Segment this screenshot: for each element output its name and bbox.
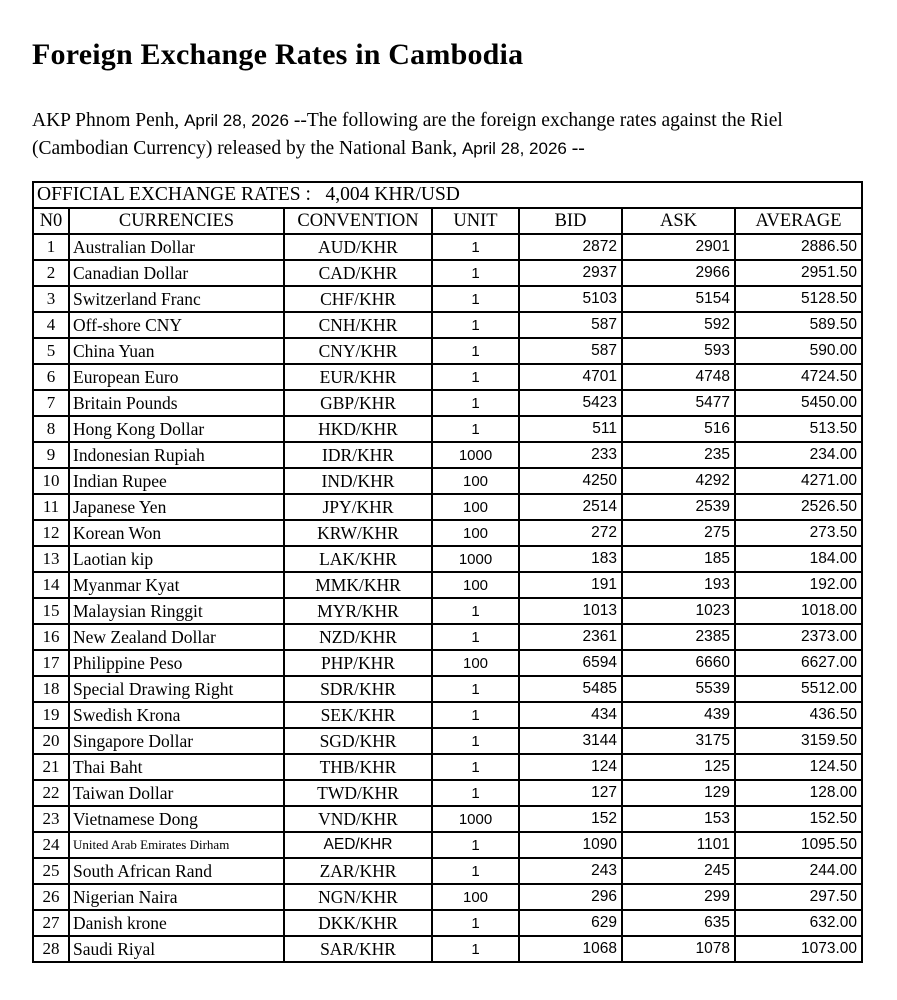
unit-value: 1 (432, 676, 519, 702)
table-row (33, 598, 862, 624)
bid-value: 183 (519, 546, 622, 572)
currency-name: Indian Rupee (69, 468, 284, 494)
bid-value: 1068 (519, 936, 622, 962)
currency-name: Nigerian Naira (69, 884, 284, 910)
column-header-convention: CONVENTION (284, 208, 432, 234)
convention-code: PHP/KHR (284, 650, 432, 676)
bid-value: 233 (519, 442, 622, 468)
table-row (33, 364, 862, 390)
unit-value: 1 (432, 858, 519, 884)
currency-name: Vietnamese Dong (69, 806, 284, 832)
ask-value: 1023 (622, 598, 735, 624)
row-number: 6 (33, 364, 69, 390)
intro-date-2: April 28, 2026 (461, 138, 567, 158)
currency-name: Laotian kip (69, 546, 284, 572)
bid-value: 1090 (519, 832, 622, 858)
ask-value: 4748 (622, 364, 735, 390)
unit-value: 1 (432, 364, 519, 390)
ask-value: 2539 (622, 494, 735, 520)
bid-value: 5423 (519, 390, 622, 416)
average-value: 5450.00 (735, 390, 862, 416)
ask-value: 516 (622, 416, 735, 442)
average-value: 152.50 (735, 806, 862, 832)
bid-value: 2872 (519, 234, 622, 260)
unit-value: 1 (432, 598, 519, 624)
average-value: 436.50 (735, 702, 862, 728)
table-row (33, 416, 862, 442)
table-row (33, 858, 862, 884)
bid-value: 243 (519, 858, 622, 884)
row-number: 1 (33, 234, 69, 260)
ask-value: 1101 (622, 832, 735, 858)
currency-name: South African Rand (69, 858, 284, 884)
intro-paragraph (32, 72, 868, 162)
average-value: 124.50 (735, 754, 862, 780)
currency-name: United Arab Emirates Dirham (69, 832, 284, 858)
table-row (33, 390, 862, 416)
unit-value: 1 (432, 754, 519, 780)
bid-value: 587 (519, 312, 622, 338)
bid-value: 2361 (519, 624, 622, 650)
unit-value: 1 (432, 832, 519, 858)
average-value: 632.00 (735, 910, 862, 936)
ask-value: 6660 (622, 650, 735, 676)
average-value: 6627.00 (735, 650, 862, 676)
page-title: Foreign Exchange Rates in Cambodia (32, 38, 524, 71)
row-number: 27 (33, 910, 69, 936)
convention-code: VND/KHR (284, 806, 432, 832)
table-caption-row (33, 182, 862, 208)
unit-value: 100 (432, 468, 519, 494)
currency-name: Britain Pounds (69, 390, 284, 416)
row-number: 2 (33, 260, 69, 286)
row-number: 20 (33, 728, 69, 754)
average-value: 1073.00 (735, 936, 862, 962)
row-number: 8 (33, 416, 69, 442)
table-row (33, 338, 862, 364)
table-row (33, 676, 862, 702)
column-header-currencies: CURRENCIES (69, 208, 284, 234)
average-value: 297.50 (735, 884, 862, 910)
average-value: 1018.00 (735, 598, 862, 624)
currency-name: Switzerland Franc (69, 286, 284, 312)
table-row (33, 702, 862, 728)
convention-code: CAD/KHR (284, 260, 432, 286)
ask-value: 299 (622, 884, 735, 910)
unit-value: 1000 (432, 806, 519, 832)
bid-value: 2937 (519, 260, 622, 286)
ask-value: 635 (622, 910, 735, 936)
convention-code: NZD/KHR (284, 624, 432, 650)
row-number: 23 (33, 806, 69, 832)
table-row (33, 234, 862, 260)
convention-code: GBP/KHR (284, 390, 432, 416)
bid-value: 127 (519, 780, 622, 806)
table-row (33, 728, 862, 754)
row-number: 16 (33, 624, 69, 650)
bid-value: 2514 (519, 494, 622, 520)
bid-value: 1013 (519, 598, 622, 624)
average-value: 2526.50 (735, 494, 862, 520)
table-row (33, 572, 862, 598)
row-number: 26 (33, 884, 69, 910)
ask-value: 129 (622, 780, 735, 806)
row-number: 3 (33, 286, 69, 312)
row-number: 15 (33, 598, 69, 624)
row-number: 19 (33, 702, 69, 728)
bid-value: 124 (519, 754, 622, 780)
convention-code: MYR/KHR (284, 598, 432, 624)
row-number: 9 (33, 442, 69, 468)
convention-code: MMK/KHR (284, 572, 432, 598)
bid-value: 629 (519, 910, 622, 936)
unit-value: 100 (432, 650, 519, 676)
row-number: 11 (33, 494, 69, 520)
unit-value: 100 (432, 494, 519, 520)
average-value: 273.50 (735, 520, 862, 546)
ask-value: 1078 (622, 936, 735, 962)
ask-value: 193 (622, 572, 735, 598)
exchange-rates-table (32, 181, 863, 963)
unit-value: 1 (432, 702, 519, 728)
ask-value: 5539 (622, 676, 735, 702)
unit-value: 100 (432, 884, 519, 910)
currency-name: Danish krone (69, 910, 284, 936)
currency-name: Singapore Dollar (69, 728, 284, 754)
convention-code: EUR/KHR (284, 364, 432, 390)
row-number: 14 (33, 572, 69, 598)
table-row (33, 884, 862, 910)
ask-value: 245 (622, 858, 735, 884)
unit-value: 100 (432, 520, 519, 546)
official-rate-caption: OFFICIAL EXCHANGE RATES : 4,004 KHR/USD (33, 182, 862, 208)
average-value: 513.50 (735, 416, 862, 442)
average-value: 4724.50 (735, 364, 862, 390)
currency-name: Canadian Dollar (69, 260, 284, 286)
row-number: 5 (33, 338, 69, 364)
unit-value: 1 (432, 728, 519, 754)
currency-name: Myanmar Kyat (69, 572, 284, 598)
row-number: 25 (33, 858, 69, 884)
average-value: 244.00 (735, 858, 862, 884)
table-row (33, 546, 862, 572)
row-number: 18 (33, 676, 69, 702)
bid-value: 4250 (519, 468, 622, 494)
average-value: 2951.50 (735, 260, 862, 286)
convention-code: IDR/KHR (284, 442, 432, 468)
bid-value: 434 (519, 702, 622, 728)
intro-middle: --The following are the foreign exchange rates against the Riel (Cambodian Currency) released by the National Bank, (32, 110, 783, 159)
currency-name: Philippine Peso (69, 650, 284, 676)
intro-date-1: April 28, 2026 (184, 111, 289, 130)
intro-suffix: -- (566, 137, 585, 159)
average-value: 590.00 (735, 338, 862, 364)
convention-code: IND/KHR (284, 468, 432, 494)
column-header-average: AVERAGE (735, 208, 862, 234)
currency-name: Special Drawing Right (69, 676, 284, 702)
unit-value: 1 (432, 936, 519, 962)
table-row (33, 494, 862, 520)
convention-code: CNY/KHR (284, 338, 432, 364)
average-value: 5512.00 (735, 676, 862, 702)
row-number: 13 (33, 546, 69, 572)
row-number: 22 (33, 780, 69, 806)
table-body (33, 234, 862, 962)
column-header-n0: N0 (33, 208, 69, 234)
average-value: 1095.50 (735, 832, 862, 858)
unit-value: 1 (432, 624, 519, 650)
table-row (33, 624, 862, 650)
currency-name: Japanese Yen (69, 494, 284, 520)
ask-value: 593 (622, 338, 735, 364)
bid-value: 587 (519, 338, 622, 364)
column-header-bid: BID (519, 208, 622, 234)
ask-value: 4292 (622, 468, 735, 494)
table-header-row (33, 208, 862, 234)
convention-code: CHF/KHR (284, 286, 432, 312)
currency-name: Swedish Krona (69, 702, 284, 728)
currency-name: Indonesian Rupiah (69, 442, 284, 468)
table-row (33, 286, 862, 312)
bid-value: 152 (519, 806, 622, 832)
row-number: 12 (33, 520, 69, 546)
ask-value: 439 (622, 702, 735, 728)
unit-value: 100 (432, 572, 519, 598)
convention-code: ZAR/KHR (284, 858, 432, 884)
convention-code: LAK/KHR (284, 546, 432, 572)
table-row (33, 468, 862, 494)
row-number: 7 (33, 390, 69, 416)
row-number: 17 (33, 650, 69, 676)
ask-value: 3175 (622, 728, 735, 754)
unit-value: 1 (432, 312, 519, 338)
currency-name: Korean Won (69, 520, 284, 546)
unit-value: 1 (432, 390, 519, 416)
convention-code: TWD/KHR (284, 780, 432, 806)
convention-code: JPY/KHR (284, 494, 432, 520)
convention-code: DKK/KHR (284, 910, 432, 936)
currency-name: China Yuan (69, 338, 284, 364)
row-number: 24 (33, 832, 69, 858)
unit-value: 1 (432, 780, 519, 806)
unit-value: 1 (432, 260, 519, 286)
average-value: 2886.50 (735, 234, 862, 260)
bid-value: 5103 (519, 286, 622, 312)
ask-value: 153 (622, 806, 735, 832)
average-value: 128.00 (735, 780, 862, 806)
convention-code: THB/KHR (284, 754, 432, 780)
ask-value: 185 (622, 546, 735, 572)
convention-code: NGN/KHR (284, 884, 432, 910)
row-number: 4 (33, 312, 69, 338)
convention-code: SDR/KHR (284, 676, 432, 702)
table-row (33, 832, 862, 858)
row-number: 21 (33, 754, 69, 780)
unit-value: 1 (432, 910, 519, 936)
currency-name: Off-shore CNY (69, 312, 284, 338)
ask-value: 2966 (622, 260, 735, 286)
table-row (33, 442, 862, 468)
currency-name: European Euro (69, 364, 284, 390)
currency-name: Australian Dollar (69, 234, 284, 260)
unit-value: 1 (432, 416, 519, 442)
table-row (33, 754, 862, 780)
convention-code: SAR/KHR (284, 936, 432, 962)
convention-code: AUD/KHR (284, 234, 432, 260)
table-row (33, 780, 862, 806)
row-number: 10 (33, 468, 69, 494)
table-row (33, 650, 862, 676)
unit-value: 1 (432, 234, 519, 260)
column-header-unit: UNIT (432, 208, 519, 234)
average-value: 234.00 (735, 442, 862, 468)
unit-value: 1000 (432, 546, 519, 572)
ask-value: 5477 (622, 390, 735, 416)
convention-code: SGD/KHR (284, 728, 432, 754)
unit-value: 1 (432, 286, 519, 312)
table-row (33, 936, 862, 962)
ask-value: 592 (622, 312, 735, 338)
unit-value: 1 (432, 338, 519, 364)
bid-value: 272 (519, 520, 622, 546)
currency-name: Thai Baht (69, 754, 284, 780)
table-row (33, 312, 862, 338)
bid-value: 296 (519, 884, 622, 910)
average-value: 4271.00 (735, 468, 862, 494)
ask-value: 5154 (622, 286, 735, 312)
convention-code: SEK/KHR (284, 702, 432, 728)
ask-value: 2901 (622, 234, 735, 260)
average-value: 3159.50 (735, 728, 862, 754)
bid-value: 3144 (519, 728, 622, 754)
convention-code: AED/KHR (284, 832, 432, 858)
bid-value: 5485 (519, 676, 622, 702)
ask-value: 2385 (622, 624, 735, 650)
currency-name: Saudi Riyal (69, 936, 284, 962)
bid-value: 4701 (519, 364, 622, 390)
convention-code: HKD/KHR (284, 416, 432, 442)
table-row (33, 806, 862, 832)
bid-value: 511 (519, 416, 622, 442)
table-row (33, 260, 862, 286)
average-value: 2373.00 (735, 624, 862, 650)
bid-value: 6594 (519, 650, 622, 676)
bid-value: 191 (519, 572, 622, 598)
ask-value: 125 (622, 754, 735, 780)
convention-code: CNH/KHR (284, 312, 432, 338)
average-value: 589.50 (735, 312, 862, 338)
average-value: 5128.50 (735, 286, 862, 312)
currency-name: New Zealand Dollar (69, 624, 284, 650)
currency-name: Taiwan Dollar (69, 780, 284, 806)
average-value: 184.00 (735, 546, 862, 572)
ask-value: 235 (622, 442, 735, 468)
convention-code: KRW/KHR (284, 520, 432, 546)
intro-prefix: AKP Phnom Penh, (32, 110, 185, 131)
unit-value: 1000 (432, 442, 519, 468)
average-value: 192.00 (735, 572, 862, 598)
row-number: 28 (33, 936, 69, 962)
ask-value: 275 (622, 520, 735, 546)
currency-name: Malaysian Ringgit (69, 598, 284, 624)
currency-name: Hong Kong Dollar (69, 416, 284, 442)
table-row (33, 520, 862, 546)
column-header-ask: ASK (622, 208, 735, 234)
table-row (33, 910, 862, 936)
